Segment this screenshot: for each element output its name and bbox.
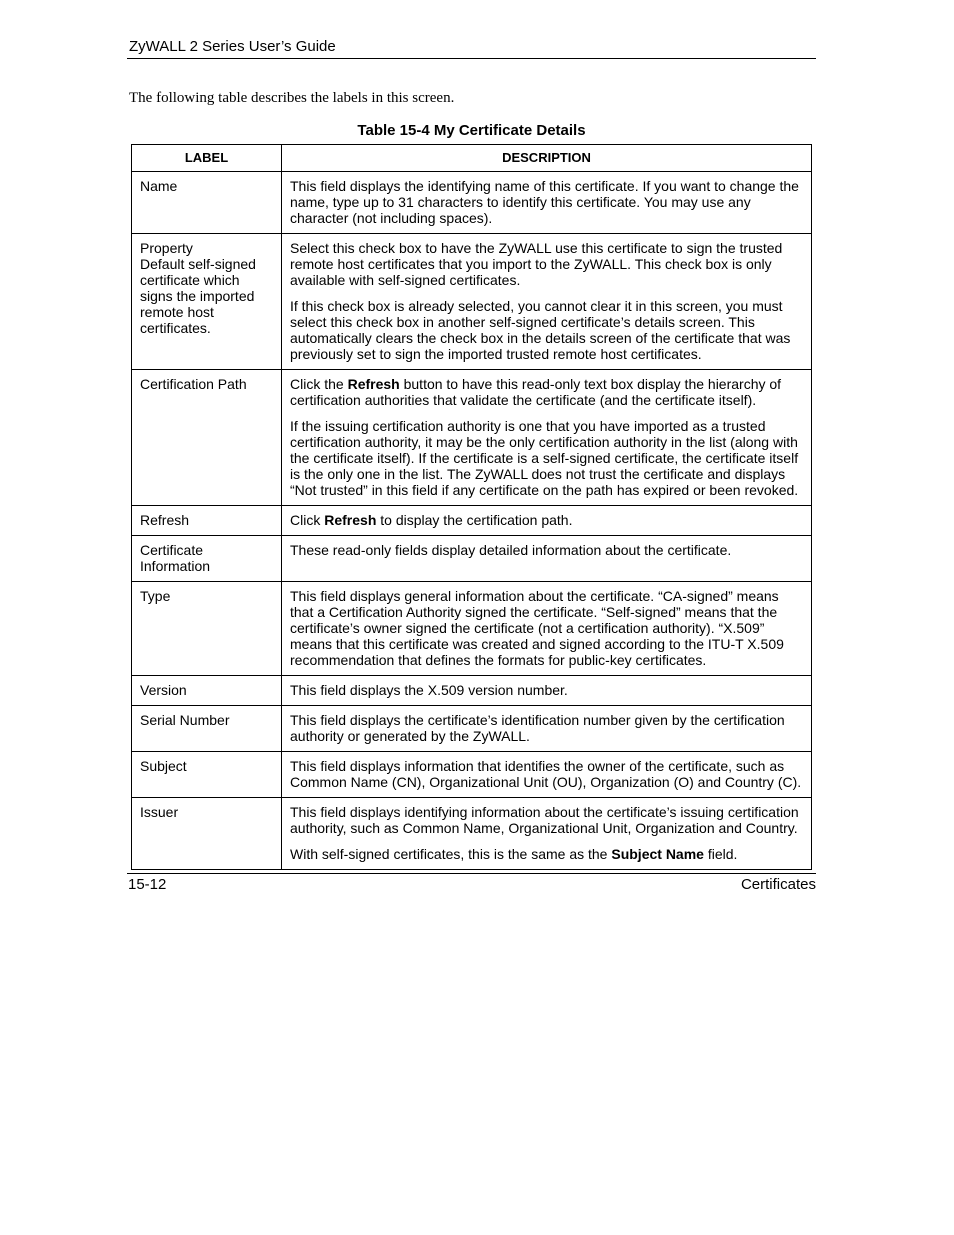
bold-term: Subject Name bbox=[611, 846, 704, 862]
guide-title: ZyWALL 2 Series User’s Guide bbox=[129, 38, 336, 55]
label-column-header: LABEL bbox=[132, 145, 282, 172]
row-description bbox=[282, 706, 812, 752]
section-name: Certificates bbox=[740, 876, 816, 893]
row-description bbox=[282, 172, 812, 234]
row-description bbox=[282, 582, 812, 676]
row-description bbox=[282, 536, 812, 582]
table-row bbox=[132, 798, 812, 870]
bold-term: Refresh bbox=[347, 376, 400, 392]
row-label: Refresh bbox=[132, 506, 282, 536]
description-text: This field displays information that identifies the owner of the certificate, such as Common Name (CN), Organizational Unit (OU), Organization (O) and Country (C). bbox=[290, 758, 802, 790]
table-row bbox=[132, 536, 812, 582]
row-label: Version bbox=[132, 676, 282, 706]
intro-text: The following table describes the labels in this screen. bbox=[129, 90, 455, 106]
row-label: Type bbox=[132, 582, 282, 676]
table-row bbox=[132, 752, 812, 798]
row-label: Certificate Information bbox=[132, 536, 282, 582]
description-text: These read-only fields display detailed information about the certificate. bbox=[290, 542, 732, 558]
description-text: Click Refresh to display the certification path. bbox=[290, 512, 573, 528]
description-column-header: DESCRIPTION bbox=[282, 145, 812, 172]
description-text: This field displays the identifying name of this certificate. If you want to change the name, type up to 31 characters to identify this certificate. You may use any character (not including spaces). bbox=[290, 178, 799, 226]
row-description bbox=[282, 798, 812, 870]
row-label: Serial Number bbox=[132, 706, 282, 752]
description-text: This field displays the X.509 version number. bbox=[290, 682, 568, 698]
row-label: Certification Path bbox=[132, 370, 282, 506]
table-caption: Table 15-4 My Certificate Details bbox=[357, 122, 586, 139]
row-description bbox=[282, 370, 812, 506]
description-text: If the issuing certification authority is one that you have imported as a trusted certification authority, it may be the only certification authority in the list (along with the certificate itself). If the certificate is a self-signed certificate, the certificate itself is the only one in the list. The ZyWALL does not trust the certificate and displays “Not trusted” in this field if any certificate on the path has expired or been revoked. bbox=[290, 418, 799, 498]
description-text: If this check box is already selected, you cannot clear it in this screen, you must select this check box in another self-signed certificate’s details screen. This automatically clears the check box in the details screen of the certificate that was previously set to sign the imported trusted remote host certificates. bbox=[290, 298, 791, 362]
description-text: With self-signed certificates, this is the same as the Subject Name field. bbox=[290, 846, 738, 862]
row-description bbox=[282, 234, 812, 370]
table-row bbox=[132, 676, 812, 706]
description-text: This field displays the certificate’s identification number given by the certification authority or generated by the ZyWALL. bbox=[290, 712, 785, 744]
table-row bbox=[132, 582, 812, 676]
table-row bbox=[132, 172, 812, 234]
description-text: Click the Refresh button to have this read-only text box display the hierarchy of certification authorities that validate the certificate (and the certificate itself). bbox=[290, 376, 782, 408]
table-row bbox=[132, 370, 812, 506]
row-label: Issuer bbox=[132, 798, 282, 870]
table-row bbox=[132, 234, 812, 370]
page-number: 15-12 bbox=[128, 876, 167, 893]
label-line: Default self-signed certificate which signs the imported remote host certificates. bbox=[140, 256, 256, 336]
label-line: Property bbox=[140, 240, 193, 256]
row-label bbox=[132, 234, 282, 370]
row-description bbox=[282, 752, 812, 798]
row-description bbox=[282, 676, 812, 706]
table-row bbox=[132, 506, 812, 536]
table-row bbox=[132, 706, 812, 752]
page-header bbox=[127, 37, 816, 59]
bold-term: Refresh bbox=[324, 512, 377, 528]
row-label: Name bbox=[132, 172, 282, 234]
description-text: This field displays identifying information about the certificate’s issuing certification authority, such as Common Name, Organizational Unit, Organization and Country. bbox=[290, 804, 799, 836]
description-text: Select this check box to have the ZyWALL use this certificate to sign the trusted remote host certificates that you import to the ZyWALL. This check box is only available with self-signed certificates. bbox=[290, 240, 783, 288]
description-text: This field displays general information about the certificate. “CA-signed” means that a Certification Authority signed the certificate. “Self-signed” means that the certificate’s owner signed the certificate (not a certification authority). “X.509” means that this certificate was created and signed according to the ITU-T X.509 recommendation that defines the formats for public-key certificates. bbox=[290, 588, 784, 668]
table-header-row bbox=[132, 145, 812, 172]
row-label: Subject bbox=[132, 752, 282, 798]
certificate-details-table bbox=[131, 144, 812, 870]
row-description bbox=[282, 506, 812, 536]
page-footer bbox=[127, 873, 816, 893]
